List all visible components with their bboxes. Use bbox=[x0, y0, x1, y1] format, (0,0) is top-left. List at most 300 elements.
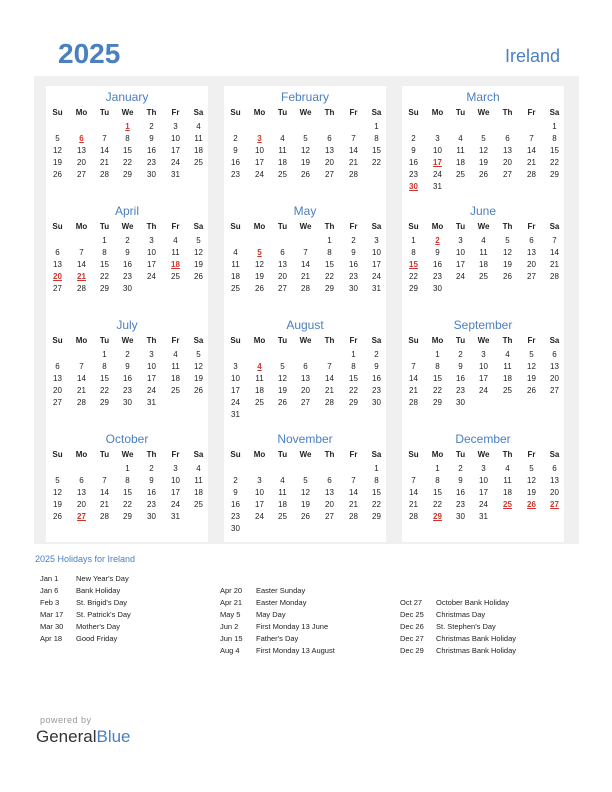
weekday-header: Su bbox=[408, 336, 419, 345]
holiday-day-cell: 4 bbox=[257, 362, 262, 371]
month-august bbox=[224, 314, 386, 428]
holiday-day-cell: 15 bbox=[409, 260, 418, 269]
day-cell: 2 bbox=[125, 350, 130, 359]
weekday-header: Mo bbox=[253, 222, 266, 231]
day-cell: 16 bbox=[123, 260, 132, 269]
month-name: May bbox=[293, 204, 317, 218]
day-cell: 30 bbox=[231, 524, 240, 533]
day-cell: 16 bbox=[231, 500, 240, 509]
day-cell: 17 bbox=[479, 488, 488, 497]
weekday-header: Mo bbox=[75, 108, 88, 117]
day-cell: 21 bbox=[301, 272, 310, 281]
day-cell: 23 bbox=[123, 272, 132, 281]
day-cell: 30 bbox=[433, 284, 442, 293]
day-cell: 15 bbox=[349, 374, 358, 383]
holiday-date: Jun 2 bbox=[220, 622, 239, 631]
day-cell: 25 bbox=[171, 272, 180, 281]
day-cell: 3 bbox=[149, 236, 154, 245]
brand-logo[interactable] bbox=[36, 727, 131, 747]
day-cell: 18 bbox=[278, 158, 287, 167]
holiday-name: Christmas Bank Holiday bbox=[436, 646, 517, 655]
month-name: November bbox=[277, 432, 333, 446]
day-cell: 24 bbox=[479, 386, 488, 395]
day-cell: 6 bbox=[505, 134, 510, 143]
weekday-header: Tu bbox=[277, 108, 288, 117]
day-cell: 6 bbox=[327, 476, 332, 485]
holiday-row bbox=[220, 633, 335, 645]
day-cell: 26 bbox=[194, 386, 203, 395]
day-cell: 26 bbox=[255, 284, 264, 293]
day-cell: 13 bbox=[550, 476, 559, 485]
day-cell: 31 bbox=[372, 284, 381, 293]
day-cell: 26 bbox=[479, 170, 488, 179]
holiday-row bbox=[40, 633, 131, 645]
day-cell: 7 bbox=[79, 362, 84, 371]
holiday-row bbox=[40, 609, 131, 621]
day-cell: 28 bbox=[409, 512, 418, 521]
day-cell: 11 bbox=[194, 134, 203, 143]
day-cell: 9 bbox=[125, 248, 130, 257]
day-cell: 14 bbox=[77, 374, 86, 383]
day-cell: 5 bbox=[303, 476, 308, 485]
day-cell: 31 bbox=[433, 182, 442, 191]
holiday-day-cell: 26 bbox=[527, 500, 536, 509]
weekday-header: Sa bbox=[371, 336, 382, 345]
day-cell: 28 bbox=[301, 284, 310, 293]
day-cell: 16 bbox=[433, 260, 442, 269]
weekday-header: Tu bbox=[99, 108, 110, 117]
weekday-header: Tu bbox=[277, 222, 288, 231]
holiday-date: Mar 30 bbox=[40, 622, 64, 631]
day-cell: 14 bbox=[301, 260, 310, 269]
day-cell: 24 bbox=[255, 170, 264, 179]
day-cell: 4 bbox=[458, 134, 463, 143]
brand-part2: Blue bbox=[96, 727, 131, 746]
holiday-date: Mar 17 bbox=[40, 610, 64, 619]
day-cell: 14 bbox=[409, 488, 418, 497]
holiday-row bbox=[220, 597, 335, 609]
day-cell: 23 bbox=[456, 500, 465, 509]
day-cell: 30 bbox=[456, 512, 465, 521]
day-cell: 7 bbox=[102, 476, 107, 485]
holiday-date: Jun 15 bbox=[220, 634, 243, 643]
day-cell: 17 bbox=[255, 500, 264, 509]
day-cell: 17 bbox=[171, 488, 180, 497]
day-cell: 20 bbox=[527, 260, 536, 269]
holiday-date: Jan 6 bbox=[40, 586, 59, 595]
day-cell: 20 bbox=[77, 158, 86, 167]
weekday-header: Fr bbox=[171, 450, 180, 459]
weekday-header: Th bbox=[324, 450, 335, 459]
day-cell: 5 bbox=[196, 350, 201, 359]
day-cell: 30 bbox=[349, 284, 358, 293]
holiday-day-cell: 17 bbox=[433, 158, 442, 167]
day-cell: 23 bbox=[372, 386, 381, 395]
day-cell: 3 bbox=[481, 464, 486, 473]
day-cell: 7 bbox=[303, 248, 308, 257]
day-cell: 22 bbox=[409, 272, 418, 281]
weekday-header: Th bbox=[146, 450, 157, 459]
weekday-header: Mo bbox=[431, 222, 444, 231]
day-cell: 1 bbox=[125, 464, 130, 473]
day-cell: 11 bbox=[194, 476, 203, 485]
brand-part1: General bbox=[36, 727, 97, 746]
holiday-row bbox=[400, 621, 516, 633]
day-cell: 12 bbox=[194, 248, 203, 257]
weekday-header: Th bbox=[324, 336, 335, 345]
holiday-row bbox=[220, 585, 335, 597]
day-cell: 3 bbox=[173, 122, 178, 131]
day-cell: 18 bbox=[171, 374, 180, 383]
day-cell: 13 bbox=[550, 362, 559, 371]
day-cell: 12 bbox=[194, 362, 203, 371]
day-cell: 28 bbox=[100, 170, 109, 179]
holiday-day-cell: 20 bbox=[53, 272, 62, 281]
day-cell: 4 bbox=[196, 464, 201, 473]
weekday-header: Su bbox=[230, 336, 241, 345]
weekday-header: Su bbox=[52, 108, 63, 117]
weekday-header: Th bbox=[324, 108, 335, 117]
day-cell: 23 bbox=[456, 386, 465, 395]
day-cell: 10 bbox=[479, 362, 488, 371]
weekday-header: We bbox=[477, 108, 490, 117]
holiday-name: Christmas Bank Holiday bbox=[436, 634, 517, 643]
day-cell: 12 bbox=[479, 146, 488, 155]
weekday-header: We bbox=[299, 450, 312, 459]
day-cell: 30 bbox=[123, 398, 132, 407]
day-cell: 10 bbox=[147, 248, 156, 257]
day-cell: 29 bbox=[123, 170, 132, 179]
day-cell: 12 bbox=[255, 260, 264, 269]
weekday-header: Fr bbox=[349, 108, 358, 117]
weekday-header: Su bbox=[230, 222, 241, 231]
month-name: December bbox=[455, 432, 511, 446]
day-cell: 29 bbox=[100, 284, 109, 293]
day-cell: 31 bbox=[479, 512, 488, 521]
holiday-date: Jan 1 bbox=[40, 574, 59, 583]
day-cell: 8 bbox=[125, 476, 130, 485]
holiday-date: Apr 20 bbox=[220, 586, 243, 595]
weekday-header: We bbox=[477, 450, 490, 459]
month-september bbox=[402, 314, 564, 428]
day-cell: 13 bbox=[53, 374, 62, 383]
day-cell: 28 bbox=[349, 512, 358, 521]
day-cell: 17 bbox=[255, 158, 264, 167]
holiday-name: Easter Monday bbox=[256, 598, 307, 607]
holiday-name: First Monday 13 August bbox=[256, 646, 335, 655]
day-cell: 10 bbox=[171, 476, 180, 485]
day-cell: 19 bbox=[194, 374, 203, 383]
day-cell: 27 bbox=[325, 170, 334, 179]
day-cell: 1 bbox=[102, 236, 107, 245]
month-name: September bbox=[453, 318, 513, 332]
weekday-header: Tu bbox=[99, 450, 110, 459]
weekday-header: We bbox=[299, 222, 312, 231]
day-cell: 8 bbox=[552, 134, 557, 143]
day-cell: 22 bbox=[100, 386, 109, 395]
day-cell: 2 bbox=[233, 134, 238, 143]
day-cell: 19 bbox=[527, 374, 536, 383]
holiday-column bbox=[40, 573, 131, 645]
day-cell: 9 bbox=[435, 248, 440, 257]
day-cell: 1 bbox=[552, 122, 557, 131]
day-cell: 21 bbox=[409, 500, 418, 509]
holiday-column bbox=[400, 597, 516, 657]
weekday-header: Sa bbox=[193, 222, 204, 231]
weekday-header: Th bbox=[146, 108, 157, 117]
month-december bbox=[402, 428, 564, 542]
day-cell: 23 bbox=[433, 272, 442, 281]
month-name: January bbox=[105, 90, 149, 104]
day-cell: 26 bbox=[503, 272, 512, 281]
weekday-header: Sa bbox=[549, 336, 560, 345]
day-cell: 31 bbox=[147, 398, 156, 407]
holiday-name: St. Patrick's Day bbox=[76, 610, 131, 619]
holiday-name: First Monday 13 June bbox=[256, 622, 329, 631]
day-cell: 1 bbox=[411, 236, 416, 245]
holiday-day-cell: 5 bbox=[257, 248, 262, 257]
day-cell: 25 bbox=[171, 386, 180, 395]
day-cell: 1 bbox=[102, 350, 107, 359]
month-april bbox=[46, 200, 208, 314]
day-cell: 24 bbox=[171, 500, 180, 509]
day-cell: 3 bbox=[173, 464, 178, 473]
country-title: Ireland bbox=[504, 46, 560, 66]
day-cell: 6 bbox=[55, 362, 60, 371]
weekday-header: We bbox=[477, 222, 490, 231]
month-name: March bbox=[466, 90, 500, 104]
day-cell: 11 bbox=[255, 374, 264, 383]
holiday-day-cell: 6 bbox=[79, 134, 84, 143]
day-cell: 21 bbox=[100, 500, 109, 509]
day-cell: 2 bbox=[125, 236, 130, 245]
powered-by-label: powered by bbox=[40, 715, 92, 725]
day-cell: 30 bbox=[147, 512, 156, 521]
weekday-header: Tu bbox=[455, 222, 466, 231]
day-cell: 4 bbox=[505, 464, 510, 473]
holiday-name: Christmas Day bbox=[436, 610, 486, 619]
day-cell: 7 bbox=[327, 362, 332, 371]
day-cell: 20 bbox=[503, 158, 512, 167]
month-name: July bbox=[116, 318, 138, 332]
day-cell: 15 bbox=[372, 488, 381, 497]
day-cell: 16 bbox=[147, 146, 156, 155]
day-cell: 8 bbox=[327, 248, 332, 257]
day-cell: 28 bbox=[77, 398, 86, 407]
holiday-row bbox=[40, 585, 131, 597]
day-cell: 16 bbox=[123, 374, 132, 383]
day-cell: 2 bbox=[411, 134, 416, 143]
weekday-header: Sa bbox=[371, 108, 382, 117]
day-cell: 20 bbox=[550, 488, 559, 497]
day-cell: 31 bbox=[171, 170, 180, 179]
day-cell: 10 bbox=[255, 146, 264, 155]
day-cell: 16 bbox=[147, 488, 156, 497]
weekday-header: Tu bbox=[455, 108, 466, 117]
day-cell: 1 bbox=[374, 122, 379, 131]
day-cell: 16 bbox=[231, 158, 240, 167]
weekday-header: Mo bbox=[253, 450, 266, 459]
day-cell: 8 bbox=[125, 134, 130, 143]
day-cell: 16 bbox=[349, 260, 358, 269]
day-cell: 14 bbox=[100, 146, 109, 155]
day-cell: 8 bbox=[351, 362, 356, 371]
weekday-header: Mo bbox=[75, 450, 88, 459]
weekday-header: Sa bbox=[549, 450, 560, 459]
day-cell: 23 bbox=[409, 170, 418, 179]
day-cell: 9 bbox=[458, 362, 463, 371]
holiday-day-cell: 25 bbox=[503, 500, 512, 509]
day-cell: 31 bbox=[171, 512, 180, 521]
month-january bbox=[46, 86, 208, 200]
day-cell: 14 bbox=[550, 248, 559, 257]
day-cell: 15 bbox=[433, 374, 442, 383]
day-cell: 22 bbox=[372, 158, 381, 167]
day-cell: 18 bbox=[503, 488, 512, 497]
weekday-header: Tu bbox=[455, 336, 466, 345]
day-cell: 7 bbox=[351, 134, 356, 143]
day-cell: 11 bbox=[503, 476, 512, 485]
day-cell: 29 bbox=[550, 170, 559, 179]
holiday-row bbox=[220, 645, 335, 657]
day-cell: 1 bbox=[374, 464, 379, 473]
day-cell: 24 bbox=[433, 170, 442, 179]
weekday-header: Mo bbox=[431, 336, 444, 345]
day-cell: 25 bbox=[503, 386, 512, 395]
day-cell: 14 bbox=[349, 146, 358, 155]
day-cell: 26 bbox=[301, 512, 310, 521]
holiday-name: St. Brigid's Day bbox=[76, 598, 128, 607]
weekday-header: We bbox=[121, 336, 134, 345]
weekday-header: We bbox=[121, 450, 134, 459]
day-cell: 25 bbox=[255, 398, 264, 407]
day-cell: 11 bbox=[479, 248, 488, 257]
day-cell: 25 bbox=[194, 500, 203, 509]
day-cell: 6 bbox=[55, 248, 60, 257]
day-cell: 19 bbox=[255, 272, 264, 281]
weekday-header: Sa bbox=[549, 108, 560, 117]
day-cell: 9 bbox=[374, 362, 379, 371]
day-cell: 5 bbox=[196, 236, 201, 245]
day-cell: 6 bbox=[280, 248, 285, 257]
weekday-header: Th bbox=[502, 222, 513, 231]
day-cell: 4 bbox=[505, 350, 510, 359]
holiday-date: Oct 27 bbox=[400, 598, 423, 607]
month-name: October bbox=[105, 432, 149, 446]
day-cell: 11 bbox=[456, 146, 465, 155]
weekday-header: Fr bbox=[349, 336, 358, 345]
day-cell: 11 bbox=[503, 362, 512, 371]
day-cell: 28 bbox=[77, 284, 86, 293]
day-cell: 21 bbox=[527, 158, 536, 167]
month-name: April bbox=[114, 204, 139, 218]
day-cell: 8 bbox=[102, 248, 107, 257]
holiday-day-cell: 27 bbox=[550, 500, 559, 509]
day-cell: 22 bbox=[433, 386, 442, 395]
weekday-header: Fr bbox=[527, 108, 536, 117]
weekday-header: Sa bbox=[193, 336, 204, 345]
day-cell: 3 bbox=[149, 350, 154, 359]
day-cell: 13 bbox=[527, 248, 536, 257]
month-november bbox=[224, 428, 386, 542]
day-cell: 18 bbox=[194, 488, 203, 497]
day-cell: 10 bbox=[433, 146, 442, 155]
month-march bbox=[402, 86, 564, 200]
day-cell: 16 bbox=[456, 374, 465, 383]
weekday-header: Tu bbox=[277, 336, 288, 345]
day-cell: 16 bbox=[456, 488, 465, 497]
day-cell: 14 bbox=[77, 260, 86, 269]
day-cell: 20 bbox=[77, 500, 86, 509]
weekday-header: Fr bbox=[527, 450, 536, 459]
day-cell: 31 bbox=[231, 410, 240, 419]
holiday-date: Apr 21 bbox=[220, 598, 243, 607]
day-cell: 13 bbox=[53, 260, 62, 269]
day-cell: 25 bbox=[456, 170, 465, 179]
day-cell: 23 bbox=[123, 386, 132, 395]
day-cell: 10 bbox=[456, 248, 465, 257]
day-cell: 12 bbox=[503, 248, 512, 257]
weekday-header: Mo bbox=[431, 450, 444, 459]
holiday-day-cell: 1 bbox=[125, 122, 130, 131]
weekday-header: Su bbox=[230, 108, 241, 117]
holiday-name: Father's Day bbox=[256, 634, 299, 643]
holiday-day-cell: 30 bbox=[409, 182, 418, 191]
weekday-header: We bbox=[299, 108, 312, 117]
day-cell: 1 bbox=[435, 464, 440, 473]
day-cell: 24 bbox=[479, 500, 488, 509]
day-cell: 22 bbox=[123, 500, 132, 509]
day-cell: 7 bbox=[529, 134, 534, 143]
weekday-header: Th bbox=[502, 450, 513, 459]
weekday-header: Su bbox=[408, 450, 419, 459]
day-cell: 7 bbox=[411, 362, 416, 371]
day-cell: 28 bbox=[100, 512, 109, 521]
weekday-header: Fr bbox=[349, 450, 358, 459]
day-cell: 21 bbox=[409, 386, 418, 395]
day-cell: 10 bbox=[372, 248, 381, 257]
day-cell: 29 bbox=[433, 398, 442, 407]
weekday-header: Fr bbox=[527, 222, 536, 231]
day-cell: 27 bbox=[550, 386, 559, 395]
year-title: 2025 bbox=[58, 38, 121, 69]
day-cell: 15 bbox=[550, 146, 559, 155]
day-cell: 20 bbox=[325, 500, 334, 509]
day-cell: 5 bbox=[280, 362, 285, 371]
day-cell: 4 bbox=[173, 236, 178, 245]
day-cell: 21 bbox=[325, 386, 334, 395]
day-cell: 23 bbox=[147, 500, 156, 509]
day-cell: 12 bbox=[301, 146, 310, 155]
holiday-name: Bank Holiday bbox=[76, 586, 121, 595]
weekday-header: Fr bbox=[527, 336, 536, 345]
holiday-column bbox=[220, 585, 335, 657]
holiday-date: Feb 3 bbox=[40, 598, 60, 607]
day-cell: 18 bbox=[255, 386, 264, 395]
day-cell: 2 bbox=[351, 236, 356, 245]
day-cell: 29 bbox=[123, 512, 132, 521]
day-cell: 6 bbox=[552, 464, 557, 473]
day-cell: 13 bbox=[278, 260, 287, 269]
day-cell: 22 bbox=[550, 158, 559, 167]
day-cell: 5 bbox=[481, 134, 486, 143]
weekday-header: Mo bbox=[253, 336, 266, 345]
day-cell: 22 bbox=[372, 500, 381, 509]
day-cell: 28 bbox=[409, 398, 418, 407]
day-cell: 9 bbox=[411, 146, 416, 155]
day-cell: 27 bbox=[503, 170, 512, 179]
day-cell: 14 bbox=[100, 488, 109, 497]
